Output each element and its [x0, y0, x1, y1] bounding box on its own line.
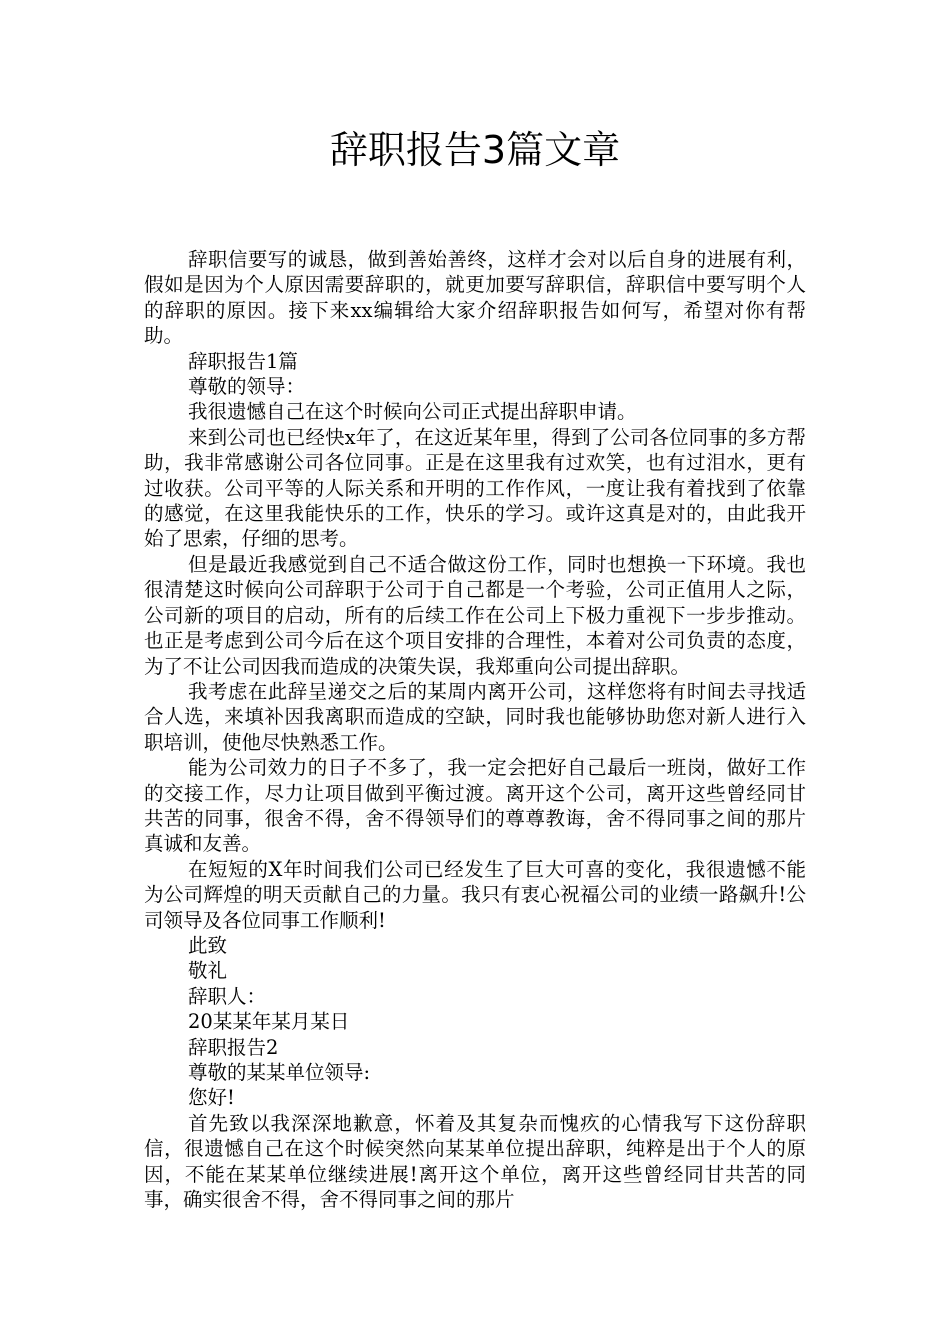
closing-line: 此致 [188, 933, 228, 957]
body-paragraph: 在短短的X年时间我们公司已经发生了巨大可喜的变化，我很遗憾不能为公司辉煌的明天贡献自己的力量。我只有衷心祝福公司的业绩一路飙升!公司领导及各位同事工作顺利! [144, 857, 806, 932]
body-paragraph: 我很遗憾自己在这个时候向公司正式提出辞职申请。 [188, 400, 637, 424]
body-paragraph: 首先致以我深深地歉意，怀着及其复杂而愧疚的心情我写下这份辞职信，很遗憾自己在这个时候突然向某某单位提出辞职，纯粹是出于个人的原因，不能在某某单位继续进展!离开这个单位，离开这些曾经同甘共苦的同事，确实很舍不得，舍不得同事之间的那片 [144, 1111, 806, 1212]
salutation: 尊敬的领导： [188, 375, 306, 399]
body-paragraph: 来到公司也已经快x年了，在这近某年里，得到了公司各位同事的多方帮助，我非常感谢公司各位同事。正是在这里我有过欢笑，也有过泪水，更有过收获。公司平等的人际关系和开明的工作作风，一度让我有着找到了依靠的感觉，在这里我能快乐的工作，快乐的学习。或许这真是对的，由此我开始了思索，仔细的思考。 [144, 425, 806, 551]
intro-paragraph: 辞职信要写的诚恳，做到善始善终，这样才会对以后自身的进展有利，假如是因为个人原因需要辞职的，就更加要写辞职信，辞职信中要写明个人的辞职的原因。接下来xx编辑给大家介绍辞职报告如何写，希望对你有帮助。 [144, 248, 806, 348]
page-title: 辞职报告3篇文章 [329, 128, 621, 172]
closing-line: 敬礼 [188, 959, 228, 983]
body-paragraph: 能为公司效力的日子不多了，我一定会把好自己最后一班岗，做好工作的交接工作，尽力让项目做到平衡过渡。离开这个公司，离开这些曾经同甘共苦的同事，很舍不得，舍不得领导们的尊尊教诲，舍不得同事之间的那片真诚和友善。 [144, 756, 806, 856]
body-paragraph: 但是最近我感觉到自己不适合做这份工作，同时也想换一下环境。我也很清楚这时候向公司辞职于公司于自己都是一个考验，公司正值用人之际，公司新的项目的启动，所有的后续工作在公司上下极力重视下一步步推动。也正是考虑到公司今后在这个项目安排的合理性，本着对公司负责的态度，为了不让公司因我而造成的决策失误，我郑重向公司提出辞职。 [144, 552, 806, 678]
salutation: 尊敬的某某单位领导: [188, 1061, 371, 1084]
body-paragraph: 我考虑在此辞呈递交之后的某周内离开公司，这样您将有时间去寻找适合人选，来填补因我离职而造成的空缺，同时我也能够协助您对新人进行入职培训，使他尽快熟悉工作。 [144, 679, 806, 754]
signature-date: 20某某年某月某日 [188, 1010, 350, 1034]
greeting: 您好! [188, 1086, 235, 1110]
signature-label: 辞职人： [188, 984, 267, 1008]
section-heading-report-1: 辞职报告1篇 [188, 349, 298, 373]
section-heading-report-2: 辞职报告2 [188, 1035, 279, 1059]
document-body [144, 247, 806, 1212]
